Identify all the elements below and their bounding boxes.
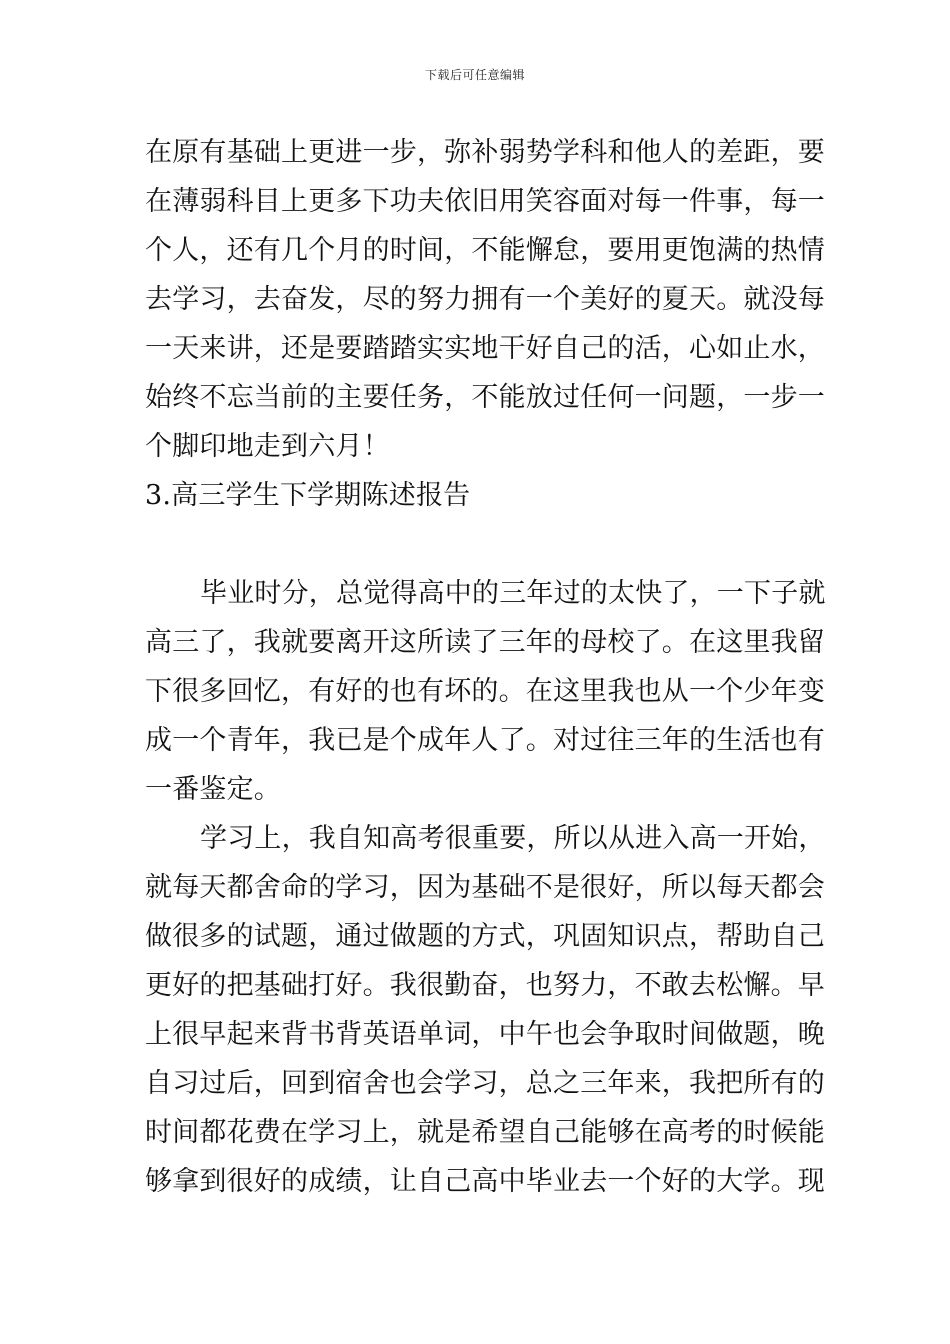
text-line: 更好的把基础打好。我很勤奋，也努力，不敢去松懈。早 <box>145 970 825 1001</box>
section-heading: 3.高三学生下学期陈述报告 <box>145 480 471 511</box>
paragraph-2 <box>145 569 826 814</box>
header-note: 下载后可任意编辑 <box>424 68 525 82</box>
text-line: 做很多的试题，通过做题的方式，巩固知识点，帮助自己 <box>145 921 825 952</box>
text-line: 学习上，我自知高考很重要，所以从进入高一开始， <box>200 823 826 854</box>
text-line: 个脚印地走到六月！ <box>145 431 390 462</box>
text-line: 下很多回忆，有好的也有坏的。在这里我也从一个少年变 <box>145 676 825 707</box>
paragraph-3 <box>145 814 826 1206</box>
text-line: 高三了，我就要离开这所读了三年的母校了。在这里我留 <box>145 627 825 658</box>
text-line: 上很早起来背书背英语单词，中午也会争取时间做题，晚 <box>145 1019 825 1050</box>
text-line: 始终不忘当前的主要任务，不能放过任何一问题，一步一 <box>145 382 825 413</box>
text-line: 一天来讲，还是要踏踏实实地干好自己的活，心如止水， <box>145 333 825 364</box>
text-line: 个人，还有几个月的时间，不能懈怠，要用更饱满的热情 <box>145 235 825 266</box>
blank-line <box>145 520 810 569</box>
text-line: 去学习，去奋发，尽的努力拥有一个美好的夏天。就没每 <box>145 284 825 315</box>
text-line: 就每天都舍命的学习，因为基础不是很好，所以每天都会 <box>145 872 825 903</box>
text-line: 在原有基础上更进一步，弥补弱势学科和他人的差距，要 <box>145 137 825 168</box>
text-line: 在薄弱科目上更多下功夫依旧用笑容面对每一件事，每一 <box>145 186 825 217</box>
document-body <box>145 128 826 1206</box>
text-line: 自习过后，回到宿舍也会学习，总之三年来，我把所有的 <box>145 1068 825 1099</box>
text-line: 时间都花费在学习上，就是希望自己能够在高考的时候能 <box>145 1117 825 1148</box>
paragraph-1 <box>145 128 825 471</box>
text-line: 成一个青年，我已是个成年人了。对过往三年的生活也有 <box>145 725 825 756</box>
text-line: 一番鉴定。 <box>145 774 281 805</box>
text-line: 够拿到很好的成绩，让自己高中毕业去一个好的大学。现 <box>145 1166 825 1197</box>
text-line: 毕业时分，总觉得高中的三年过的太快了，一下子就 <box>200 578 826 609</box>
